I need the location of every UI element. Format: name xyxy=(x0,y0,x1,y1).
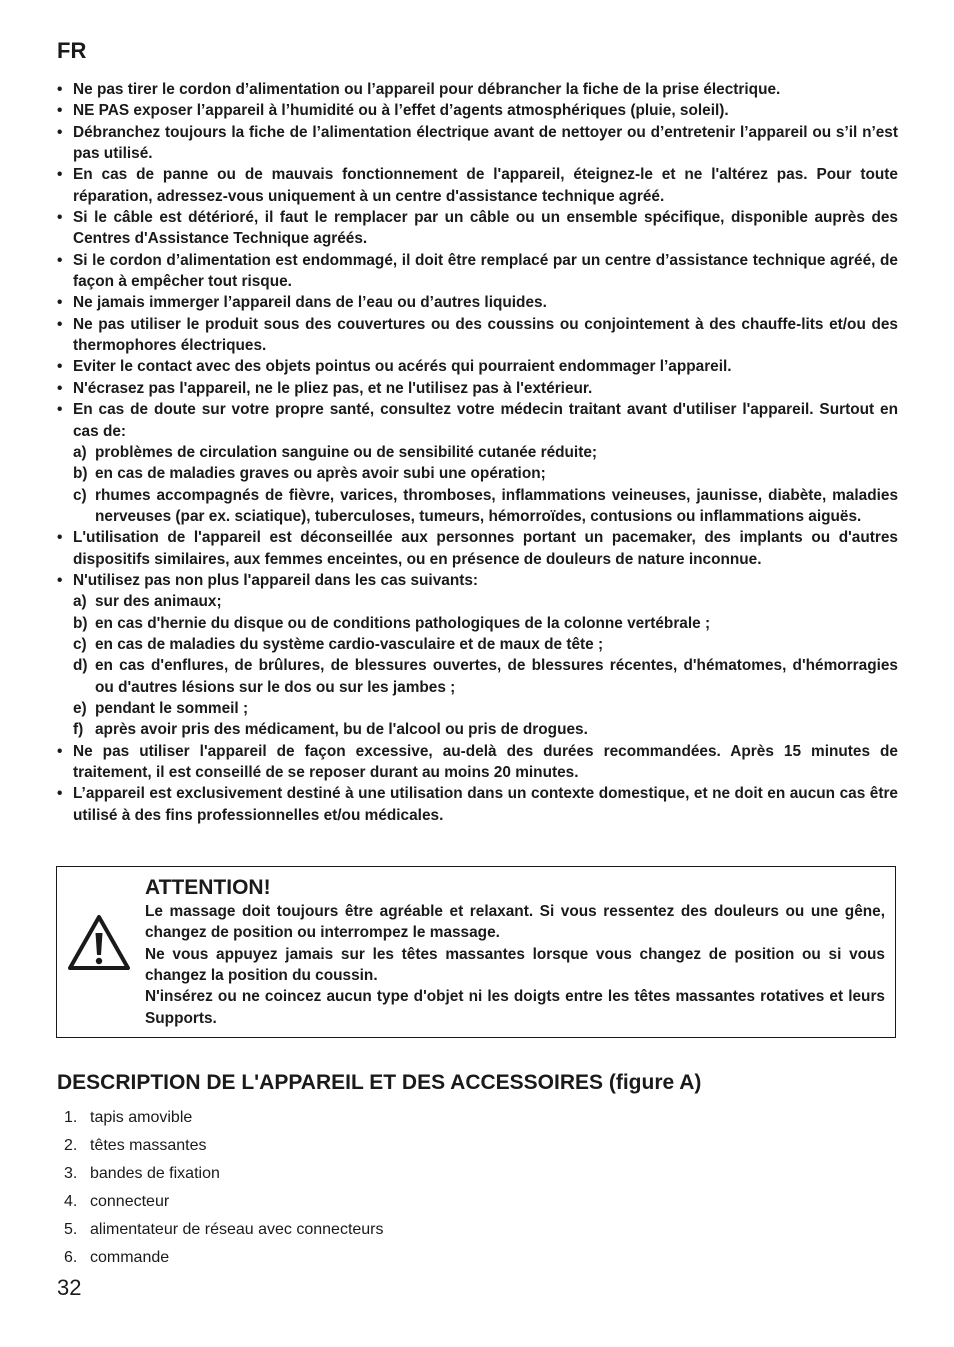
sub-item: a) problèmes de circulation sanguine ou de sensibilité cutanée réduite; xyxy=(73,443,598,461)
instruction-item: • En cas de doute sur votre propre santé, consultez votre médecin traitant avant d'utiliser l'appareil. Surtout en cas de: a) problèmes de circulation sanguine ou de sensibilité cutanée réduite; b) en cas de maladies graves ou après avoir subi une opération; c) rhumes accompagnés de fièvre, varices, thromboses, inflammations veineuses, jaunisse, diabète, maladies nerveuses (par ex. sciatique), tuberculoses, tumeurs, hémorroïdes, contusions ou inflammations aiguës. xyxy=(57,399,898,527)
instruction-item: • N'écrasez pas l'appareil, ne le pliez pas, et ne l'utilisez pas à l'extérieur. xyxy=(57,378,898,399)
health-conditions-sublist xyxy=(73,442,898,527)
instruction-item: • Ne pas utiliser l'appareil de façon excessive, au-delà des durées recommandées. Après 15 minutes de traitement, il est conseillé de se reposer durant au moins 20 minutes. xyxy=(57,741,898,784)
accessory-item: 6. commande xyxy=(64,1248,170,1266)
instruction-item: • Ne pas utiliser le produit sous des couvertures ou des coussins ou conjointement à des chauffe-lits et/ou des thermophores électriques. xyxy=(57,314,898,357)
instruction-item: • Eviter le contact avec des objets pointus ou acérés qui pourraient endommager l’appareil. xyxy=(57,356,898,377)
sub-item: b) en cas de maladies graves ou après avoir subi une opération; xyxy=(73,465,546,483)
sub-item: c) rhumes accompagnés de fièvre, varices, thromboses, inflammations veineuses, jaunisse, diabète, maladies nerveuses (par ex. sciatique), tuberculoses, tumeurs, hémorroïdes, contusions ou inflammations aiguës. xyxy=(73,486,898,525)
safety-instructions-list xyxy=(57,79,898,826)
accessories-list xyxy=(64,1104,384,1271)
page-number: 32 xyxy=(57,1275,82,1300)
instruction-item: • L’appareil est exclusivement destiné à une utilisation dans un contexte domestique, et ne doit en aucun cas être utilisé à des fins professionnelles et/ou médicales. xyxy=(57,783,898,826)
section-title: DESCRIPTION DE L'APPAREIL ET DES ACCESSOIRES (figure A) xyxy=(57,1071,702,1094)
accessory-item: 4. connecteur xyxy=(64,1192,170,1210)
accessory-item: 2. têtes massantes xyxy=(64,1136,207,1154)
sub-item: a) sur des animaux; xyxy=(73,593,222,611)
instruction-item: • Débranchez toujours la fiche de l’alimentation électrique avant de nettoyer ou d’entretenir l’appareil ou s’il n’est pas utilisé. xyxy=(57,122,898,165)
instruction-item: • En cas de panne ou de mauvais fonctionnement de l'appareil, éteignez-le et ne l'altérez pas. Pour toute réparation, adressez-vous uniquement à un centre d'assistance technique agréé. xyxy=(57,164,898,207)
sub-item: e) pendant le sommeil ; xyxy=(73,699,249,717)
usage-restrictions-sublist xyxy=(73,591,898,740)
attention-box xyxy=(56,866,896,1038)
sub-item: d) en cas d'enflures, de brûlures, de blessures ouvertes, de blessures récentes, d'hématomes, d'hémorragies ou d'autres lésions sur le dos ou sur les jambes ; xyxy=(73,657,898,696)
accessory-item: 1. tapis amovible xyxy=(64,1109,193,1126)
sub-item: b) en cas d'hernie du disque ou de conditions pathologiques de la colonne vertébrale ; xyxy=(73,614,711,632)
sub-item: f) après avoir pris des médicament, bu de l'alcool ou pris de drogues. xyxy=(73,721,588,739)
sub-item: c) en cas de maladies du système cardio-vasculaire et de maux de tête ; xyxy=(73,635,604,653)
instruction-item: • Ne jamais immerger l’appareil dans de l’eau ou d’autres liquides. xyxy=(57,292,898,313)
attention-paragraph: Ne vous appuyez jamais sur les têtes massantes lorsque vous changez de position ou si vous changez la position du coussin. xyxy=(145,945,885,985)
attention-paragraph: N'insérez ou ne coincez aucun type d'objet ni les doigts entre les têtes massantes rotatives et leurs Supports. xyxy=(145,988,885,1027)
accessory-item: 5. alimentateur de réseau avec connecteurs xyxy=(64,1220,384,1238)
instruction-item: • NE PAS exposer l’appareil à l’humidité ou à l’effet d’agents atmosphériques (pluie, soleil). xyxy=(57,100,898,121)
language-code: FR xyxy=(57,38,87,63)
accessory-item: 3. bandes de fixation xyxy=(64,1164,220,1182)
attention-content xyxy=(145,875,885,1029)
warning-triangle-icon xyxy=(67,913,131,971)
attention-title: ATTENTION! xyxy=(145,876,271,899)
instruction-item: • L'utilisation de l'appareil est déconseillée aux personnes portant un pacemaker, des implants ou d'autres dispositifs similaires, aux femmes enceintes, ou en présence de douleurs de nature inconnue. xyxy=(57,527,898,570)
instruction-item: • N'utilisez pas non plus l'appareil dans les cas suivants: a) sur des animaux; b) en cas d'hernie du disque ou de conditions pathologiques de la colonne vertébrale ; c) en cas de maladies du système cardio-vasculaire et de maux de tête ; d) en cas d'enflures, de brûlures, de blessures ouvertes, de blessures récentes, d'hématomes, d'hémorragies ou d'autres lésions sur le dos ou sur les jambes ; e) pendant le sommeil ; f) après avoir pris des médicament, bu de l'alcool ou pris de drogues. xyxy=(57,570,898,741)
attention-paragraph: Le massage doit toujours être agréable et relaxant. Si vous ressentez des douleurs ou une gêne, changez de position ou interrompez le massage. xyxy=(145,903,885,942)
instruction-item: • Ne pas tirer le cordon d’alimentation ou l’appareil pour débrancher la fiche de la prise électrique. xyxy=(57,79,898,100)
instruction-item: • Si le cordon d’alimentation est endommagé, il doit être remplacé par un centre d’assistance technique agréé, de façon à empêcher tout risque. xyxy=(57,250,898,293)
instruction-item: • Si le câble est détérioré, il faut le remplacer par un câble ou un ensemble spécifique, disponible auprès des Centres d'Assistance Technique agréés. xyxy=(57,207,898,250)
